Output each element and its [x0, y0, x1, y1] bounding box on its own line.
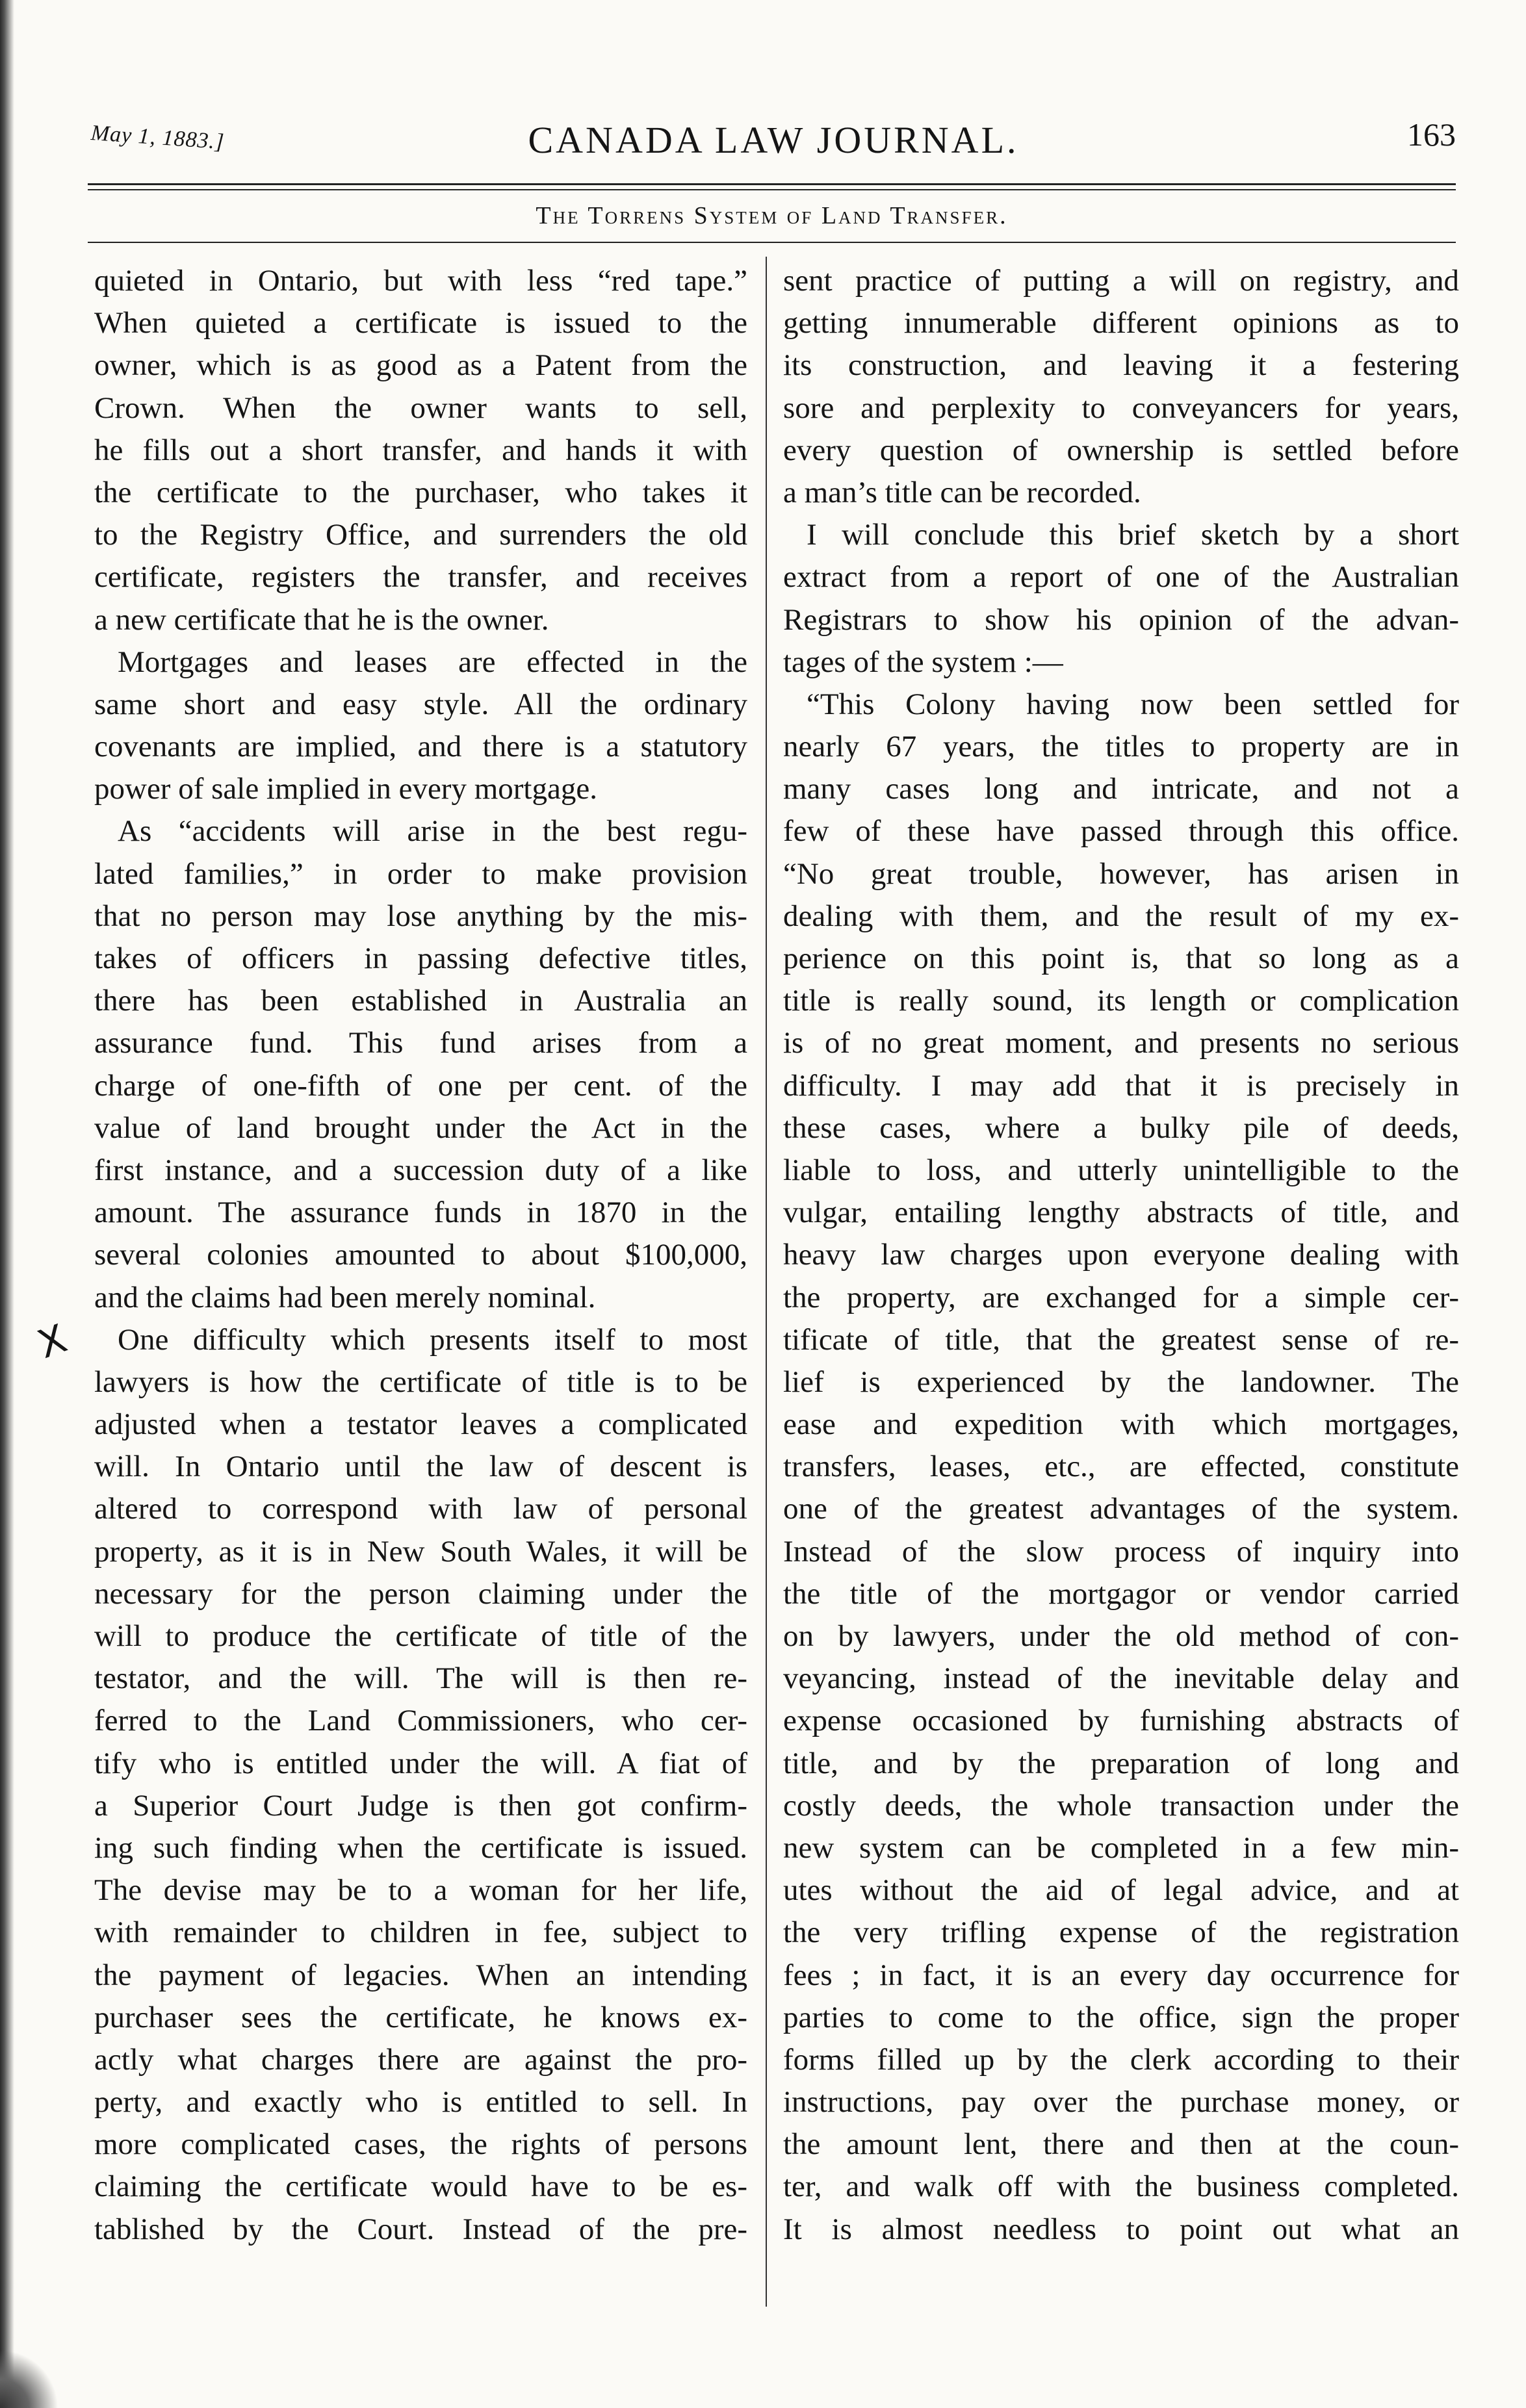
left-column-text-line: lawyers is how the certificate of title is to be — [94, 1364, 747, 1399]
left-column-text-line: charge of one-fifth of one per cent. of the — [94, 1068, 747, 1103]
right-column-text-line: is of no great moment, and presents no serious — [783, 1026, 1459, 1060]
left-column-text-line: claiming the certificate would have to be es- — [94, 2170, 747, 2204]
right-column-text-line: ease and expedition with which mortgages, — [783, 1407, 1459, 1442]
right-column-text-line: Registrars to show his opinion of the advan- — [783, 602, 1459, 637]
left-column-text-line: the payment of legacies. When an intending — [94, 1958, 747, 1992]
left-column-text-line: same short and easy style. All the ordinary — [94, 687, 747, 721]
left-column-text-line: perty, and exactly who is entitled to sell. In — [94, 2085, 747, 2120]
left-column-text-line: testator, and the will. The will is then re- — [94, 1661, 747, 1696]
right-column-text-line: vulgar, entailing lengthy abstracts of title, and — [783, 1196, 1459, 1230]
title-rule — [88, 242, 1456, 243]
left-column-text-line: Mortgages and leases are effected in the — [118, 645, 747, 679]
right-column-text-line: utes without the aid of legal advice, and at — [783, 1873, 1459, 1908]
right-column-text-line: the property, are exchanged for a simple cer- — [783, 1280, 1459, 1314]
left-column-text-line: will. In Ontario until the law of descent is — [94, 1450, 747, 1484]
left-column-text-line: ferred to the Land Commissioners, who cer- — [94, 1704, 747, 1738]
right-column-text-line: heavy law charges upon everyone dealing with — [783, 1238, 1459, 1272]
right-column-text-line: extract from a report of one of the Australian — [783, 560, 1459, 595]
right-column-text-line: expense occasioned by furnishing abstracts of — [783, 1704, 1459, 1738]
right-column-text-line: It is almost needless to point out what an — [783, 2212, 1459, 2246]
right-column-text-line: every question of ownership is settled before — [783, 433, 1459, 467]
margin-annotation: X — [32, 1316, 73, 1368]
left-column-text-line: a Superior Court Judge is then got confirm- — [94, 1788, 747, 1823]
left-column-text-line: certificate, registers the transfer, and receives — [94, 560, 747, 595]
right-column-text-line: fees ; in fact, it is an every day occurrence for — [783, 1958, 1459, 1992]
left-column-text-line: actly what charges there are against the pro- — [94, 2042, 747, 2077]
left-column-text-line: first instance, and a succession duty of a like — [94, 1153, 747, 1187]
right-column-text-line: “No great trouble, however, has arisen in — [783, 856, 1459, 891]
right-column-text-line: many cases long and intricate, and not a — [783, 772, 1459, 806]
running-head — [91, 109, 1456, 168]
left-column-text-line: the certificate to the purchaser, who takes it — [94, 475, 747, 509]
left-column-text-line: quieted in Ontario, but with less “red tape.” — [94, 264, 747, 298]
right-column-text-line: liable to loss, and utterly unintelligible to the — [783, 1153, 1459, 1187]
right-column-text-line: ter, and walk off with the business completed. — [783, 2170, 1459, 2204]
left-column-text-line: One difficulty which presents itself to most — [118, 1322, 747, 1357]
right-column-text-line: “This Colony having now been settled for — [807, 687, 1459, 721]
right-column-text-line: instructions, pay over the purchase money, or — [783, 2085, 1459, 2120]
left-column-text-line: he fills out a short transfer, and hands it with — [94, 433, 747, 467]
right-column-text-line: the title of the mortgagor or vendor carried — [783, 1576, 1459, 1611]
left-column-text-line: adjusted when a testator leaves a complicated — [94, 1407, 747, 1442]
right-column-text-line: tificate of title, that the greatest sense of re- — [783, 1322, 1459, 1357]
right-column-text-line: title is really sound, its length or complication — [783, 984, 1459, 1018]
left-column-text-line: takes of officers in passing defective titles, — [94, 941, 747, 975]
right-column-text-line: its construction, and leaving it a festering — [783, 348, 1459, 383]
left-column-text-line: tify who is entitled under the will. A fiat of — [94, 1746, 747, 1780]
left-column-text-line: with remainder to children in fee, subject to — [94, 1915, 747, 1950]
right-column-text-line: getting innumerable different opinions as to — [783, 306, 1459, 340]
right-column-text-line: dealing with them, and the result of my ex- — [783, 899, 1459, 933]
right-column-text-line: Instead of the slow process of inquiry into — [783, 1534, 1459, 1569]
right-column-text-line: these cases, where a bulky pile of deeds, — [783, 1110, 1459, 1145]
right-column-text-line: perience on this point is, that so long as a — [783, 941, 1459, 975]
left-column-text-line: a new certificate that he is the owner. — [94, 602, 549, 637]
left-column-text-line: When quieted a certificate is issued to the — [94, 306, 747, 340]
right-column-text-line: veyancing, instead of the inevitable delay and — [783, 1661, 1459, 1696]
right-column — [783, 260, 1459, 2307]
header-rule-thin — [88, 189, 1456, 190]
left-column-text-line: altered to correspond with law of personal — [94, 1492, 747, 1526]
issue-date: May 1, 1883.] — [90, 121, 226, 155]
left-column-text-line: covenants are implied, and there is a statutory — [94, 730, 747, 764]
right-column-text-line: difficulty. I may add that it is precisely in — [783, 1068, 1459, 1103]
left-column-text-line: amount. The assurance funds in 1870 in the — [94, 1196, 747, 1230]
right-column-text-line: a man’s title can be recorded. — [783, 475, 1141, 509]
left-column-text-line: Crown. When the owner wants to sell, — [94, 391, 747, 425]
right-column-text-line: new system can be completed in a few min- — [783, 1830, 1459, 1865]
left-column-text-line: that no person may lose anything by the mis- — [94, 899, 747, 933]
left-column-text-line: lated families,” in order to make provision — [94, 856, 747, 891]
left-column-text-line: assurance fund. This fund arises from a — [94, 1026, 747, 1060]
left-column-text-line: As “accidents will arise in the best regu- — [118, 814, 747, 849]
left-column-text-line: ing such finding when the certificate is issued. — [94, 1830, 747, 1865]
right-column-text-line: nearly 67 years, the titles to property are in — [783, 730, 1459, 764]
left-column-text-line: necessary for the person claiming under the — [94, 1576, 747, 1611]
right-column-text-line: sent practice of putting a will on registry, and — [783, 264, 1459, 298]
right-column-text-line: costly deeds, the whole transaction under the — [783, 1788, 1459, 1823]
right-column-text-line: tages of the system :— — [783, 645, 1063, 679]
column-divider — [766, 257, 767, 2307]
right-column-text-line: I will conclude this brief sketch by a short — [807, 518, 1459, 552]
left-column-text-line: will to produce the certificate of title of the — [94, 1619, 747, 1653]
left-column-text-line: tablished by the Court. Instead of the pre- — [94, 2212, 747, 2246]
left-column — [94, 260, 747, 2307]
left-column-text-line: there has been established in Australia an — [94, 984, 747, 1018]
page-number: 163 — [1407, 116, 1456, 153]
article-title: The Torrens System of Land Transfer. — [536, 202, 1008, 229]
right-column-text-line: one of the greatest advantages of the system. — [783, 1492, 1459, 1526]
scan-left-edge — [0, 0, 14, 2408]
right-column-text-line: title, and by the preparation of long and — [783, 1746, 1459, 1780]
left-column-text-line: The devise may be to a woman for her life, — [94, 1873, 747, 1908]
left-column-text-line: several colonies amounted to about $100,000, — [94, 1238, 747, 1272]
left-column-text-line: value of land brought under the Act in the — [94, 1110, 747, 1145]
right-column-text-line: transfers, leases, etc., are effected, constitute — [783, 1450, 1459, 1484]
right-column-text-line: sore and perplexity to conveyancers for years, — [783, 391, 1459, 425]
right-column-text-line: forms filled up by the clerk according to their — [783, 2042, 1459, 2077]
scan-corner-mark — [0, 2350, 58, 2408]
right-column-text-line: on by lawyers, under the old method of con- — [783, 1619, 1459, 1653]
left-column-text-line: and the claims had been merely nominal. — [94, 1280, 596, 1314]
right-column-text-line: the amount lent, there and then at the coun- — [783, 2127, 1459, 2162]
left-column-text-line: to the Registry Office, and surrenders the old — [94, 518, 747, 552]
left-column-text-line: owner, which is as good as a Patent from the — [94, 348, 747, 383]
header-rule-thick — [88, 183, 1456, 185]
right-column-text-line: the very trifling expense of the registration — [783, 1915, 1459, 1950]
journal-title: CANADA LAW JOURNAL. — [528, 119, 1019, 161]
right-column-text-line: parties to come to the office, sign the proper — [783, 2000, 1459, 2034]
left-column-text-line: purchaser sees the certificate, he knows ex- — [94, 2000, 747, 2034]
right-column-text-line: lief is experienced by the landowner. The — [783, 1364, 1459, 1399]
left-column-text-line: more complicated cases, the rights of persons — [94, 2127, 747, 2162]
left-column-text-line: property, as it is in New South Wales, it will be — [94, 1534, 747, 1569]
right-column-text-line: few of these have passed through this office. — [783, 814, 1459, 849]
left-column-text-line: power of sale implied in every mortgage. — [94, 772, 597, 806]
